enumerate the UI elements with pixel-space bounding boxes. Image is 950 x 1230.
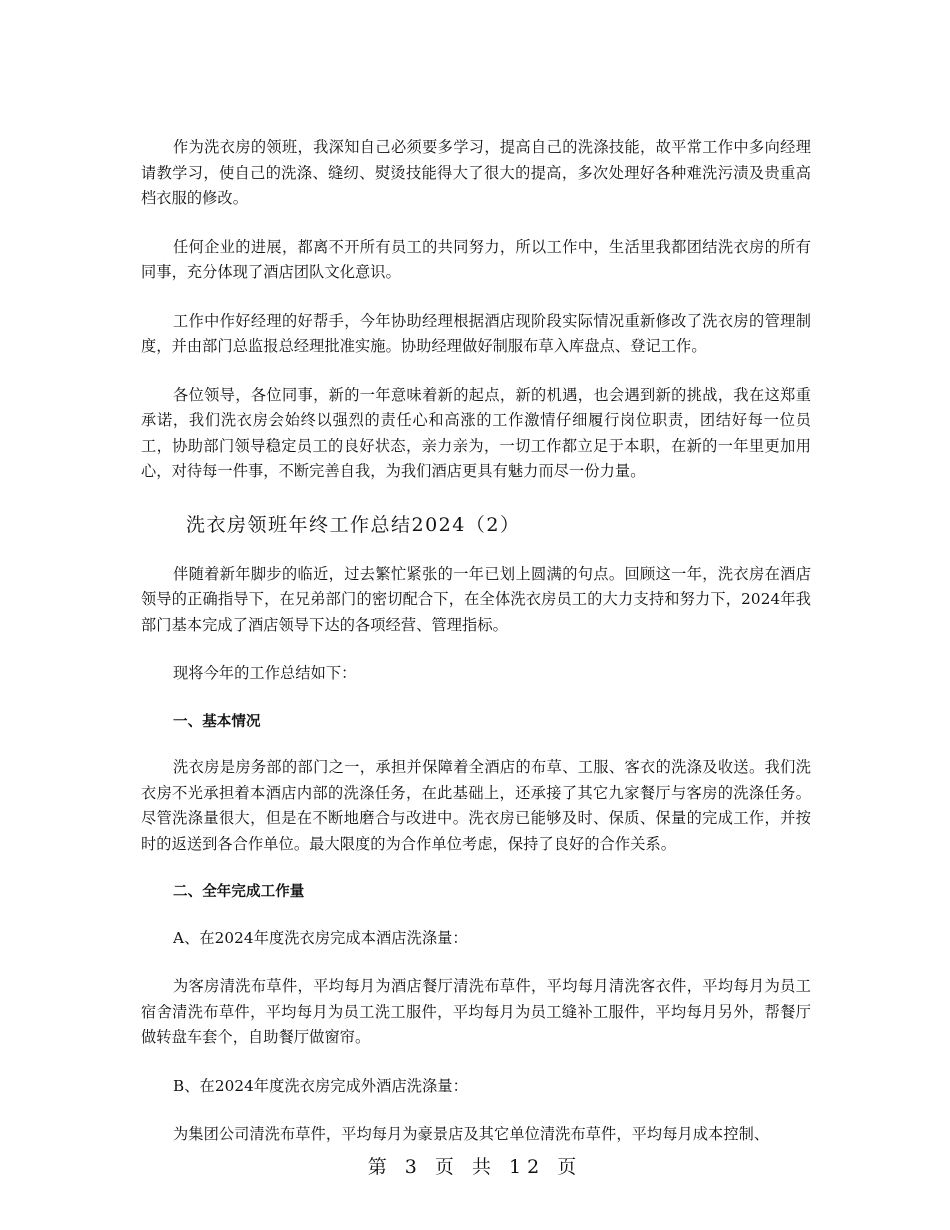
section-title: 洗衣房领班年终工作总结2024（2） xyxy=(186,513,521,536)
paragraph-item-b: 为集团公司清洗布草件，平均每月为豪景店及其它单位清洗布草件，平均每月成本控制、 xyxy=(173,1125,770,1143)
paragraph-assist-manager: 工作中作好经理的好帮手，今年协助经理根据酒店现阶段实际情况重新修改了洗衣房的管理制度，并由部门总监报总经理批准实施。协助经理做好制服布草入库盘点、登记工作。 xyxy=(141,311,811,355)
paragraph-commitment: 各位领导，各位同事，新的一年意味着新的起点，新的机遇，也会遇到新的挑战，我在这郑重承诺，我们洗衣房会始终以强烈的责任心和高涨的工作激情仔细履行岗位职责，团结好每一位员工，协助部门领导稳定员工的良好状态，亲力亲为，一切工作都立足于本职，在新的一年里更加用心，对待每一件事，不断完善自我，为我们酒店更具有魅力而尽一份力量。 xyxy=(141,385,811,480)
paragraph-intro: 伴随着新年脚步的临近，过去繁忙紧张的一年已划上圆满的句点。回顾这一年，洗衣房在酒店领导的正确指导下，在兄弟部门的密切配合下，在全体洗衣房员工的大力支持和努力下，2024年我部门基本完成了酒店领导下达的各项经营、管理指标。 xyxy=(141,564,811,634)
page-number-footer: 第 3 页 共 12 页 xyxy=(367,1156,583,1178)
paragraph-self-improvement: 作为洗衣房的领班，我深知自己必须要多学习，提高自己的洗涤技能，故平常工作中多向经理请教学习，使自己的洗涤、缝纫、熨烫技能得大了很大的提高，多次处理好各种难洗污渍及贵重高档衣服的修改。 xyxy=(141,138,811,207)
document-body xyxy=(141,135,811,1148)
item-a-label: A、在2024年度洗衣房完成本酒店洗涤量： xyxy=(173,928,468,947)
paragraph-summary-lead: 现将今年的工作总结如下： xyxy=(173,664,357,682)
paragraph-teamwork: 任何企业的进展，都离不开所有员工的共同努力，所以工作中，生活里我都团结洗衣房的所有同事，充分体现了酒店团队文化意识。 xyxy=(141,237,811,281)
paragraph-basic-situation: 洗衣房是房务部的部门之一，承担并保障着全酒店的布草、工服、客衣的洗涤及收送。我们洗衣房不光承担着本酒店内部的洗涤任务，在此基础上，还承接了其它九家餐厅与客房的洗涤任务。尽管洗涤量很大，但是在不断地磨合与改进中。洗衣房已能够及时、保质、保量的完成工作，并按时的返送到各合作单位。最大限度的为合作单位考虑，保持了良好的合作关系。 xyxy=(141,758,811,853)
paragraph-item-a: 为客房清洗布草件，平均每月为酒店餐厅清洗布草件，平均每月清洗客衣件，平均每月为员工宿舍清洗布草件，平均每月为员工洗工服件，平均每月为员工缝补工服件，平均每月另外，帮餐厅做转盘车套个，自助餐厅做窗帘。 xyxy=(141,977,811,1046)
item-b-label: B、在2024年度洗衣房完成外酒店洗涤量： xyxy=(173,1076,468,1095)
heading-basic-situation: 一、基本情况 xyxy=(173,713,261,730)
heading-annual-workload: 二、全年完成工作量 xyxy=(173,884,305,900)
